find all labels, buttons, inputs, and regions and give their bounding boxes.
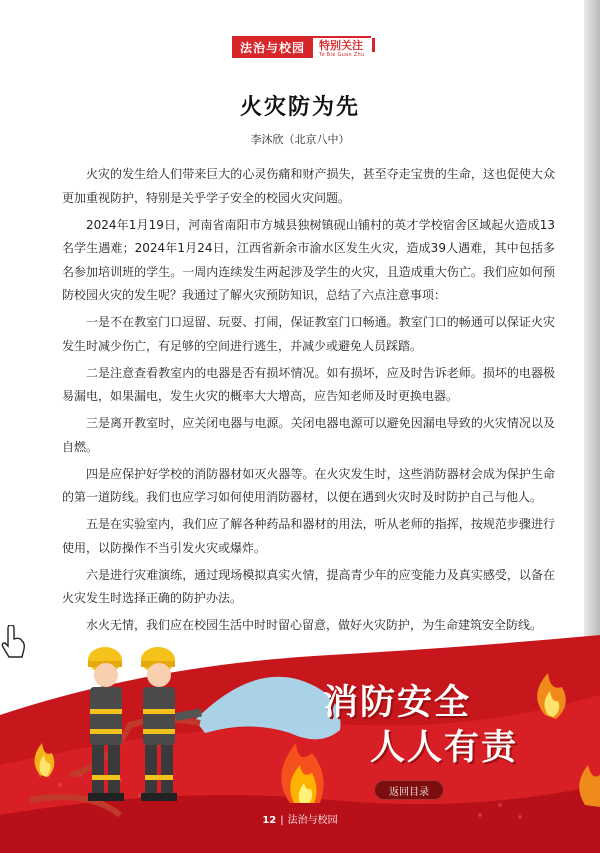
paragraph: 2024年1月19日，河南省南阳市方城县独树镇砚山铺村的英才学校宿舍区域起火造成13名学生遇难；2024年1月24日，江西省新余市渝水区发生火灾，造成39人遇难，其中包括多名参加培训班的学生。一周内连续发生两起涉及学生的火灾，且造成重大伤亡。我们应如何预防校园火灾的发生呢？我通过了解火灾预防知识，总结了六点注意事项： — [62, 217, 555, 302]
column-pinyin: Te Bie Guan Zhu — [319, 52, 365, 58]
hand-pointer-icon — [0, 625, 26, 659]
column-tag — [313, 36, 370, 58]
paragraph: 火灾的发生给人们带来巨大的心灵伤痛和财产损失，甚至夺走宝贵的生命，这也促使大众更加重视防护，特别是关乎学子安全的校园火灾问题。 — [62, 167, 555, 205]
paragraph: 三是离开教室时，应关闭电器与电源。关闭电器电源可以避免因漏电导致的火灾情况以及自燃。 — [62, 416, 555, 454]
paragraph: 六是进行灾难演练，通过现场模拟真实火情，提高青少年的应变能力及真实感受，以备在火灾发生时选择正确的防护办法。 — [62, 567, 555, 605]
article-author: 李沐欣（北京八中） — [250, 133, 350, 146]
slogan-line-2: 人人有责 — [370, 728, 519, 768]
fire-safety-banner — [0, 625, 600, 853]
paragraph: 水火无情，我们应在校园生活中时时留心留意，做好火灾防护，为生命建筑安全防线。 — [86, 618, 543, 632]
section-tag: 法治与校园 — [232, 36, 313, 58]
page-footer: 12 | 法治与校园 — [262, 815, 338, 826]
paragraph: 五是在实验室内，我们应了解各种药品和器材的用法，听从老师的指挥，按规范步骤进行使用，以防操作不当引发火灾或爆炸。 — [62, 517, 555, 555]
article-body — [62, 163, 555, 641]
column-title: 特别关注 — [319, 39, 364, 52]
paragraph: 二是注意查看教室内的电器是否有损坏情况。如有损坏，应及时告诉老师。损坏的电器极易漏电，如果漏电，发生火灾的概率大大增高，应告知老师及时更换电器。 — [62, 365, 555, 403]
section-header — [232, 36, 371, 58]
page-number: 12 — [262, 815, 277, 826]
return-to-contents-button[interactable]: 返回目录 — [374, 780, 444, 800]
article-title: 火灾防为先 — [239, 95, 360, 120]
paragraph: 一是不在教室门口逗留、玩耍、打闹，保证教室门口畅通。教室门口的畅通可以保证火灾发生时减少伤亡，有足够的空间进行逃生，并减少或避免人员踩踏。 — [62, 315, 555, 353]
publication-name: 法治与校园 — [287, 815, 338, 826]
paragraph: 四是应保护好学校的消防器材如灭火器等。在火灾发生时，这些消防器材会成为保护生命的第一道防线。我们也应学习如何使用消防器材，以便在遇到火灾时及时防护自己与他人。 — [62, 466, 555, 504]
slogan-line-1: 消防安全 — [323, 683, 472, 723]
